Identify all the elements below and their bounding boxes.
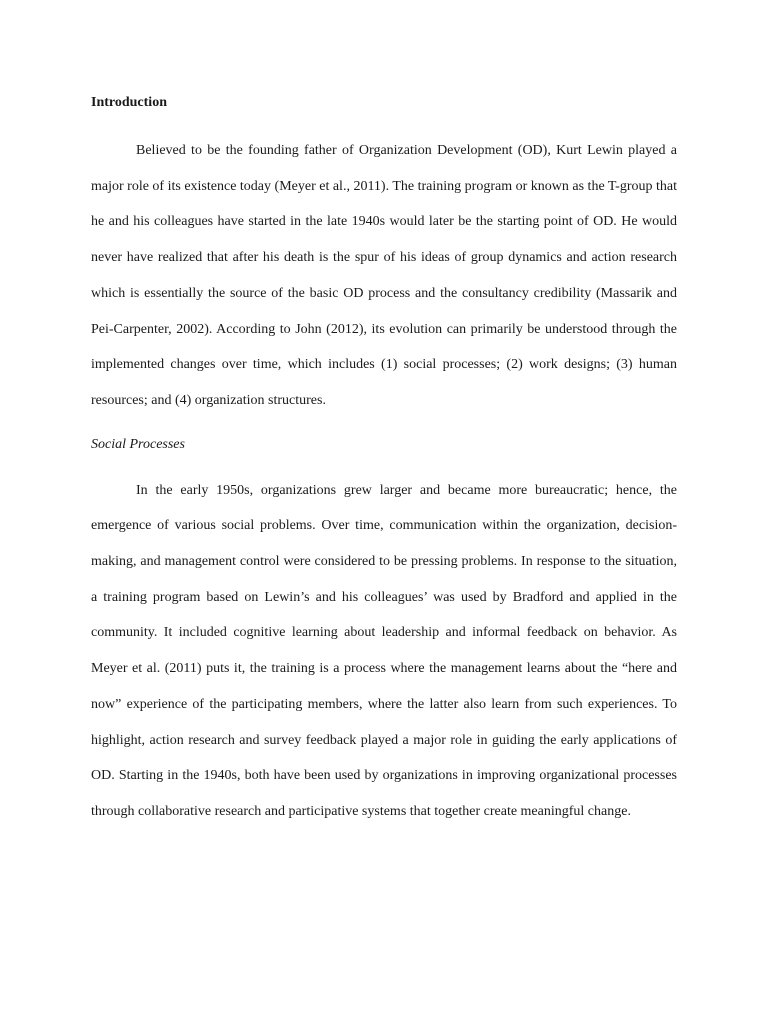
paragraph-social-processes: In the early 1950s, organizations grew larger and became more bureaucratic; hence, the emergence of various social problems. Over time, communication within the organization, decision-making, and management control were considered to be pressing problems. In response to the situation, a training program based on Lewin’s and his colleagues’ was used by Bradford and applied in the community. It included cognitive learning about leadership and informal feedback on behavior. As Meyer et al. (2011) puts it, the training is a process where the management learns about the “here and now” experience of the participating members, where the latter also learn from such experiences. To highlight, action research and survey feedback played a major role in guiding the early applications of OD. Starting in the 1940s, both have been used by organizations in improving organizational processes through collaborative research and participative systems that together create meaningful change.	[91, 482, 677, 819]
section-heading-social-processes: Social Processes	[91, 436, 185, 452]
paragraph-introduction: Believed to be the founding father of Organization Development (OD), Kurt Lewin played a major role of its existence today (Meyer et al., 2011). The training program or known as the T-group that he and his colleagues have started in the late 1940s would later be the starting point of OD. He would never have realized that after his death is the spur of his ideas of group dynamics and action research which is essentially the source of the basic OD process and the consultancy credibility (Massarik and Pei-Carpenter, 2002). According to John (2012), its evolution can primarily be understood through the implemented changes over time, which includes (1) social processes; (2) work designs; (3) human resources; and (4) organization structures.	[91, 143, 677, 408]
section-heading-introduction: Introduction	[91, 95, 167, 110]
document-page	[91, 93, 677, 830]
